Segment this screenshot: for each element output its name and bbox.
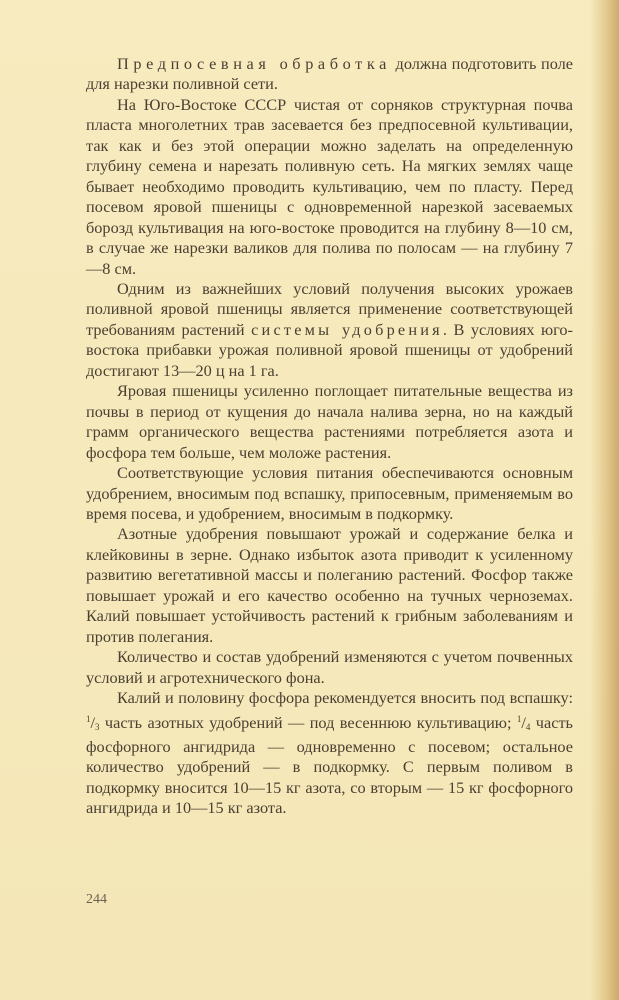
paragraph-text: . В условиях юго-востока прибавки урожая поливной яровой пшеницы от удобрений достигают 13—20 ц на 1 га. [86,319,573,380]
fraction-one-quarter: $^1/_4$ [516,712,531,732]
emphasized-term: системы удобрения [251,319,443,339]
body-text [86,54,573,819]
fraction-numerator: 1 [516,713,522,724]
paragraph-nutrient-uptake: Яровая пшеницы усиленно поглощает питательные вещества из почвы в период от кущения до начала налива зерна, но на каждый грамм органического вещества растениями потребляется азота и фосфора тем больше, чем моложе растения. [86,381,573,462]
fraction-one-third: $^1/_3$ [86,712,100,732]
paragraph-nitrogen-effects: Азотные удобрения повышают урожай и содержание белка и клейковины в зерне. Однако избыток азота приводит к усиленному развитию вегетативной массы и полеганию растений. Фосфор также повышает урожай и его качество особенно на тучных черноземах. Калий повышает устойчивость растений к грибным заболеваниям и против полегания. [86,524,573,646]
paragraph-text: должна подготовить поле для нарезки поливной сети. [86,54,573,94]
paragraph-presowing [86,54,573,95]
paragraph-nutrition-conditions: Соответствующие условия питания обеспечиваются основным удобрением, вносимым под вспашку, припосевным, применяемым во время посева, и удобрением, вносимым в подкормку. [86,463,573,523]
paragraph-fertilizer-amount: Количество и состав удобрений изменяются с учетом почвенных условий и агротехнического фона. [86,647,573,687]
paragraph-southeast-cultivation: На Юго-Востоке СССР чистая от сорняков структурная почва пласта многолетних трав засевается без предпосевной культивации, так как и без этой операции можно заделать на определенную глубину семена и нарезать поливную сеть. На мягких землях чаще бывает необходимо проводить культивацию, чем по пласту. Перед посевом яровой пшеницы с одновременной нарезкой засеваемых борозд культивация на юго-востоке проводится на глубину 8—10 см, в случае же нарезки валиков для полива по полосам — на глубину 7—8 см. [86,94,573,278]
page-number: 244 [86,892,107,907]
emphasized-term: Предпосевная обработка [117,54,391,73]
paragraph-text: часть азотных удобрений — под весеннюю культивацию; [99,712,517,732]
fraction-denominator: 4 [525,721,531,732]
paragraph-fertilization-system [86,279,573,381]
paragraph-text: Одним из важнейших условий получения высоких урожаев поливной яровой пшеницы является применение соответствующей требованиям растений [86,278,573,339]
paragraph-text: Калий и половину фосфора рекомендуется вносить под вспашку: [117,688,573,708]
paragraph-application-schedule [86,688,573,819]
paragraph-text: часть фосфорного ангидрида — одновременно с посевом; остальное количество удобрений — в подкормку. С первым поливом в подкормку вносится 10—15 кг азота, со вторым — 15 кг фосфорного ангидрида и 10—15 кг азота. [86,712,573,818]
fraction-denominator: 3 [95,721,100,732]
fraction-numerator: 1 [86,713,91,724]
